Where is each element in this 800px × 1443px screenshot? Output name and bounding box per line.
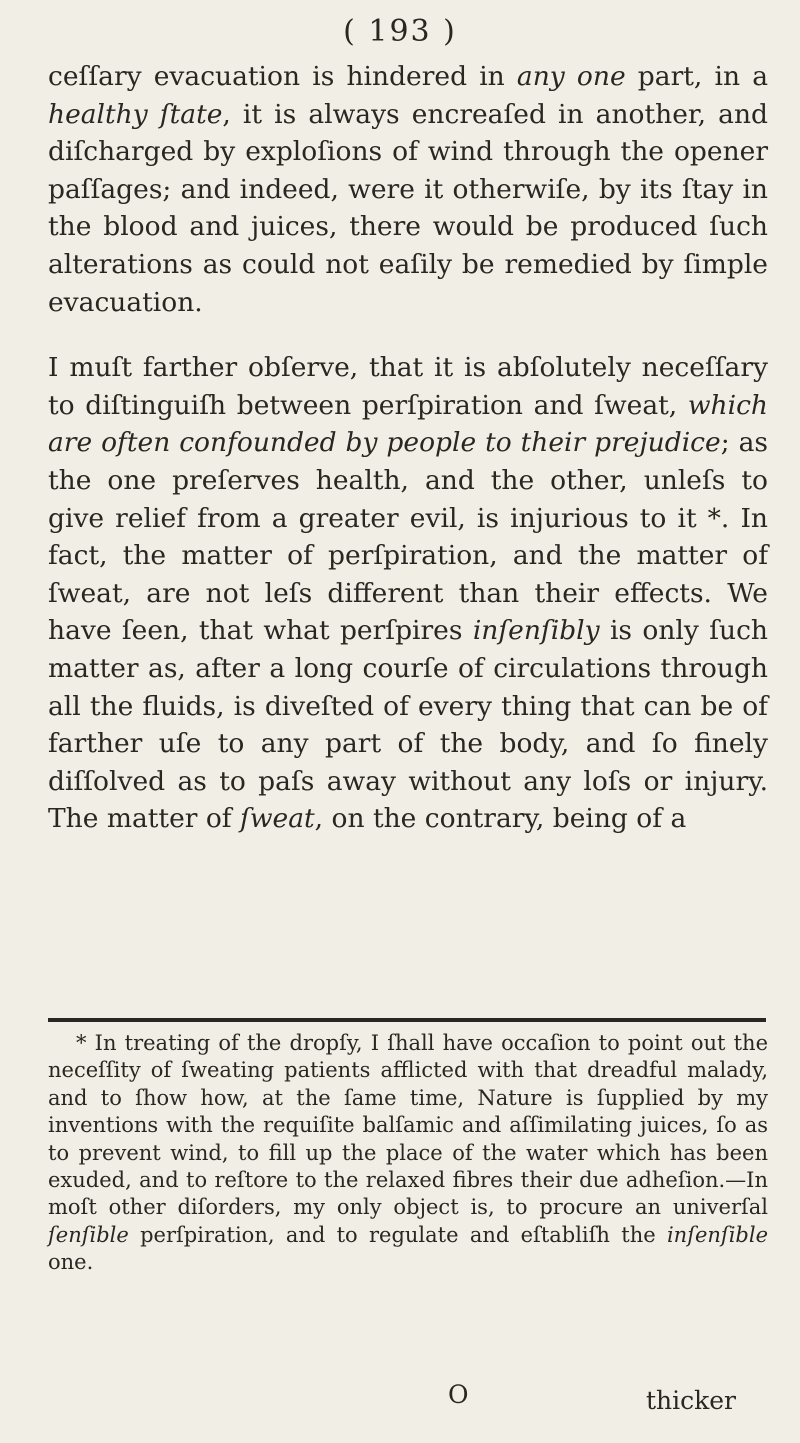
page-footer bbox=[48, 1380, 768, 1420]
page-number: ( 193 ) bbox=[343, 14, 457, 49]
footnote-text: * In treating of the dropſy, I ſhall have occaſion to point out the neceſſity of ſweating patients afflicted with that dreadful malady, and to ſhow how, at the ſame time, Nature is ſupplied by my inventions with the requiſite balſamic and aſſimilating juices, ſo as to prevent wind, to fill up the place of the water which has been exuded, and to reſtore to the relaxed fibres their due adheſion.—In moſt other diſorders, my only object is, to procure an univerſal ſenſible perſpiration, and to regulate and eſtabliſh the inſenſible one. bbox=[48, 1031, 768, 1275]
signature-mark: O bbox=[448, 1380, 469, 1409]
footnote bbox=[48, 1030, 768, 1277]
paragraph-2: I muſt farther obſerve, that it is abſolutely neceſſary to diſtinguiſh between perſpiration and ſweat, which are often confounded by people to their prejudice; as the one preſerves health, and the other, unleſs to give relief from a greater evil, is injurious to it *. In fact, the matter of perſpiration, and the matter of ſweat, are not leſs different than their effects. We have ſeen, that what perſpires inſenſibly is only ſuch matter as, after a long courſe of circulations through all the fluids, is diveſted of every thing that can be of farther uſe to any part of the body, and ſo finely diſſolved as to paſs away without any loſs or injury. The matter of ſweat, on the contrary, being of a bbox=[48, 352, 768, 835]
catchword: thicker bbox=[645, 1386, 736, 1415]
main-text bbox=[48, 58, 768, 838]
paragraph-1: ceſſary evacuation is hindered in any one part, in a healthy ſtate, it is always encreaſed in another, and diſcharged by exploſions of wind through the opener paſſages; and indeed, were it otherwiſe, by its ſtay in the blood and juices, there would be produced ſuch alterations as could not eaſily be remedied by ſimple evacuation. bbox=[48, 61, 768, 318]
footnote-divider bbox=[48, 1018, 766, 1022]
